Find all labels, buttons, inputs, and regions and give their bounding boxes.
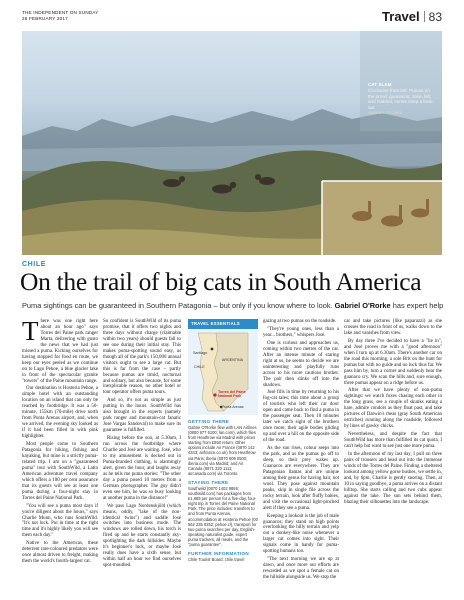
masthead-divider xyxy=(424,11,425,22)
publication-date: 26 FEBRUARY 2017 xyxy=(22,15,68,21)
getting-there-text: Gabrie O'Rorke flew with LAN Airlines (0800 977 6100; lan.com), which flies from Heathrow via Madrid with prices starting from £850 return. Other options include Air France (0870 142 4343; airfrance.co.uk) from Heathrow via Paris; Iberia (0870 609 0500; iberia.com) via Madrid; and Air Canada (0871 220 1111; aircanada.com) via Toronto. xyxy=(188,425,257,476)
map-label-argentina: ARGENTINA xyxy=(222,358,243,362)
paragraph: "You will see a puma most days if you're diligent about the hours," says Charlie Munn, who runs SouthWild. "It's not luck. Put in time at the right time and it's highly likely you will see them each day." xyxy=(22,503,98,539)
map-label-park: Torres del Paine National Park xyxy=(218,390,246,399)
paragraph: As the sun rises, colour seeps into the park, and as the pumas go off to sleep, so their prey wakes up. Guanacos are everywhere. They are Patagonian llamas and are unique among their genus for having hair, not wool. They pose against mountain peaks, skip in single file across the rocky terrain, look after fluffy babies, and visit the occasional light-pinched alert if they see a puma. xyxy=(263,446,339,511)
section-name: Travel xyxy=(382,9,420,24)
article-standfirst xyxy=(22,301,443,310)
standfirst-text: Puma sightings can be guaranteed in Southern Patagonia – but only if you know where to look. xyxy=(22,301,333,310)
getting-there-heading: GETTING THERE xyxy=(188,419,230,424)
paragraph: In the afternoon of my last day, I pull on three pairs of trousers and head out into the immense winds of the Torres del Paine. Finding a sheltered lookout among yellow gorse bushes, we settle in, and, by 6pm, Charlie is gently snoring. Then, at 10 in saying goodbye, a puma arrives on a distant hilltop. She starts calling and two cubs appear against the lake. The sun sets behind them, blazing their silhouettes into the landscape. xyxy=(344,452,442,505)
paragraph: Rising before the sun, at 5.30am, I run across the footbridge where Charlie and José are waiting. José, who to my amusement is decked out in Puma-branded clothing, is alarmingly alert, given the hour, and laughs away as he tells me puma stories: "The other day a puma posed 10 metres from a German photographer. The guy didn't even see him, he was so busy looking at another puma in the distance!" xyxy=(103,436,181,501)
byline-suffix: has expert help xyxy=(392,301,444,310)
caption-title: CAT SLAM xyxy=(368,82,392,87)
paragraph: By day three I've decided to have a "lie in", and José proves me with a "good afternoon" when I turn up at 6.30am. There's another car on the road this morning, a sole Brit on the hunt for pumas but with no guide and no luck thus far. We pass him by, turn a corner and suddenly hear the guanaco cry. We scan the hills and, sure enough, three pumas appear on a ridge before us. xyxy=(344,338,442,386)
article-column-2 xyxy=(103,319,181,571)
paragraph: Most people come to Southern Patagonia for hiking, fishing and kayaking, but mine is a strictly puma-related trip. I am on a "guaranteed puma" tour with SouthWild, a Latin American adventure travel company which offers a 100 per cent assurance that its guests will see at least one puma during a four-night stay in Torres del Paine National Park. xyxy=(22,442,98,501)
hero-photo-illustration xyxy=(22,31,442,255)
article-column-1 xyxy=(22,316,98,567)
staying-there-text: Southwild (0870 1402 9886; southwild.com) has packages from £1,889 per person for a five-day, four-night trip in Torres del Paine National Park. The price includes: transfers to and from Punta Arenas, accommodation at Hosteria Pehoe (00 562 235 0252; pehoe.cl), transport for two puma searches per day, English-speaking naturalist guide, expert puma trackers, all meals, and the "puma guarantee". xyxy=(188,485,258,547)
photo-caption xyxy=(368,82,436,117)
paragraph: Native to the Americas, these deterrent rare-coloured predators were once almost driven to freight, making them the world's fourth-largest cat. xyxy=(22,541,98,565)
caption-credit: GABRIEL O'RORKE xyxy=(368,110,403,115)
paragraph: "The next morning we are up at dawn, and once more our efforts are rewarded as we spot a female cat on the hillside alongside us. We stop the xyxy=(263,557,339,581)
hero-photo xyxy=(22,31,442,255)
staying-there-heading: STAYING THERE xyxy=(188,479,229,485)
map-label-punta-arenas: Punta Arenas xyxy=(222,405,244,409)
publication-name: THE INDEPENDENT ON SUNDAY xyxy=(22,10,99,15)
caption-text: Clockwise from left: Pumas on the prowl; guanacos; José, left, and Gabriel, centre keep a look-out xyxy=(368,87,434,111)
paragraph: So confident is SouthWild of its puma promise, that it offers two nights and three days without charge (claimable within two years) should guests fail to see one during their initial stay. This makes puma-spotting sound easy, as though all of the park's 150,000 annual visitors ought to see a large cat. But this is far from the case – partly because pumas are timid, nocturnal and solitary, but also because, for some inexplicable reason, no other hotel or tour operator offers puma tours. xyxy=(103,319,181,396)
masthead-left xyxy=(22,10,99,21)
byline-name: Gabriel O'Rorke xyxy=(334,301,391,310)
paragraph: Keeping a lookout is the job of male guanacos; they stand on high points overlooking the hilly terrain and yelp out a donkey-like noise whenever a larger cat comes into sight. Their signals come in handy for puma-spotting humans too. xyxy=(263,513,339,555)
paragraph: José fills in time by returning to his fog-cat tales; this time about a group of tourists who left their car door open and came back to find a puma in the passenger seat. Then 10 minutes later we catch sight of the brothers once more, their agile bodies gliding up and over a hill on the opposite side of the road. xyxy=(263,390,339,444)
paragraph: Nevertheless, and despite the fact that SouthWild has more than fulfilled its cat quota, I can't help but want to see just one more puma. xyxy=(344,432,442,450)
further-info-heading: FURTHER INFORMATION xyxy=(188,551,249,557)
paragraph: gazing at two pumas on the roadside. xyxy=(263,319,337,324)
paragraph: One is curious and approaches us, coming within two metres of the car. After an intense minute of staring right at us, he seems to decide we are uninteresting and playfully runs across to his more cautious brother. The pair then slinks off into the shadows. xyxy=(263,340,339,388)
dropcap: T xyxy=(22,316,39,346)
map-heading: TRAVEL ESSENTIALS xyxy=(188,319,258,329)
paragraph: car and take pictures (like paparazzi) as she crosses the road in front of us, walks down to the lake and vanishes from view. xyxy=(344,319,442,336)
map-label-chile: CHILE xyxy=(194,365,205,369)
masthead-right xyxy=(382,9,442,25)
article-headline: On the trail of big cats in South America xyxy=(20,267,422,296)
page-number: 83 xyxy=(428,10,442,24)
paragraph: After that we have plenty of non-puma sightings: we watch foxes chasing each other in the long grass, see a couple of skunks eating a hare, admire condors as they float past, and take pictures of Darwin's rheas (gray South American ostriches) running along the roadside, followed by lines of gawky chicks. xyxy=(344,388,442,430)
paragraph: There was one right here about an hour ago" says Torres del Paine park ranger Marta, delivering with gusto the news that we had just missed a puma. Kicking ourselves for having stopped for food en route, we keep our eyes peeled as we continue on to Lago Pehoe, a blue glacier lake in front of the spectacular granite "towers" of the Paine mountain range. xyxy=(22,316,98,384)
paragraph: And so, it's not as simple as just putting in the hours. SouthWild has also brought in the experts (namely park ranger and mountain-cat fanatic José Vargas Sandoval) to make sure its guarantee is fulfilled. xyxy=(103,398,181,434)
article-kicker: CHILE xyxy=(22,261,46,268)
paragraph: "They're young ones, less than a year... brothers," whispers José. xyxy=(263,326,339,338)
travel-essentials-sidebar xyxy=(188,419,258,566)
map-label-santiago: Santiago xyxy=(193,351,208,355)
article-column-5 xyxy=(344,319,442,508)
paragraph: We pass Lago Nordenskjöld (which means, oddly, "lake of the non-identical twins") and saddle José switches into business mode. The windows are rolled down, his torch is fired up and he starts constantly sky-spotlighting the dark hillsides. Maybe it's beginner's luck, or maybe José really does have a sixth sense, but within half an hour we find ourselves spot-mouthed. xyxy=(103,503,181,569)
paragraph: Our destination is Hosteria Pehoe, a simple hotel with an outstanding location on an island that can only be reached by footbridge. It was a 50-minute, 155km (70-mile) drive north from Punta Arenas airport, and, when we arrived, the evening sky looked as if it had been filled in with pink highlighter. xyxy=(22,386,98,440)
further-info-text: Chile Tourist Board: chile.travel xyxy=(188,557,245,563)
article-column-4 xyxy=(263,319,339,583)
